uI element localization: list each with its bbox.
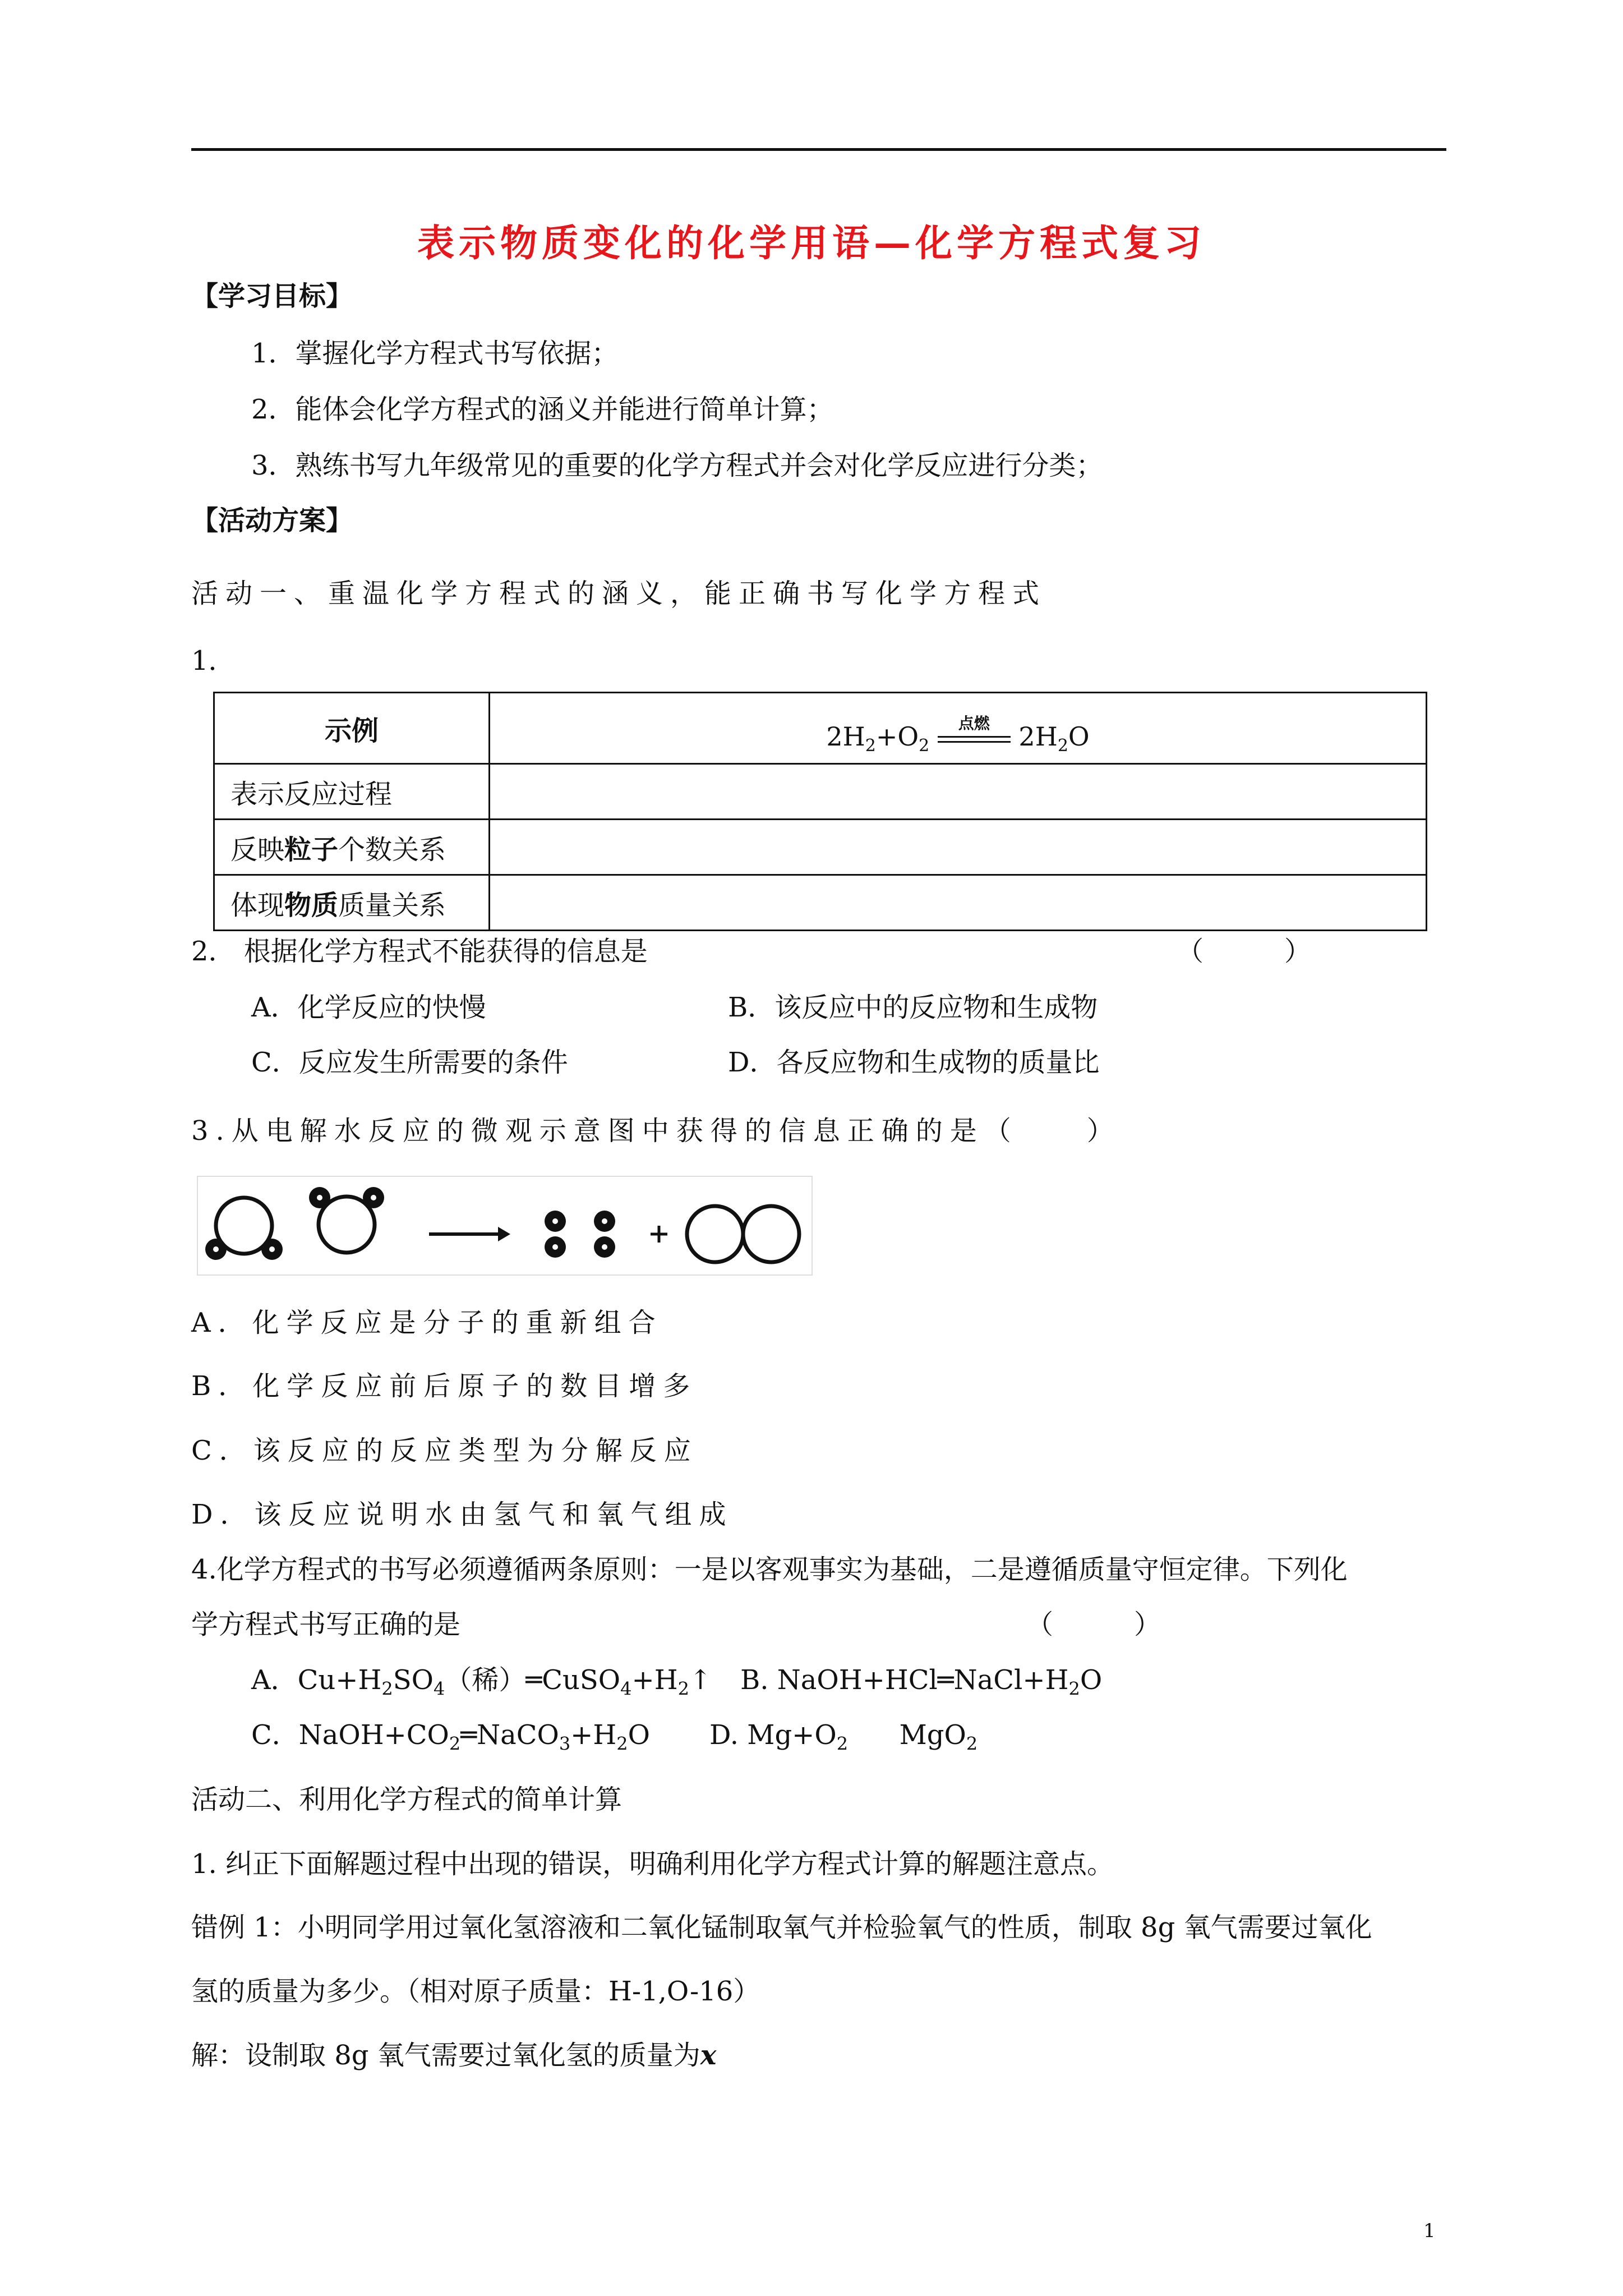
table-answer-mass[interactable] xyxy=(490,875,1427,931)
table-header-label: 示例 xyxy=(214,693,490,764)
q3-option-a: A．化学反应是分子的重新组合 xyxy=(191,1307,663,1338)
table-row-process: 表示反应过程 xyxy=(214,764,490,820)
condition-label: 点燃 xyxy=(958,714,990,733)
solution-line: 解：设制取 8g 氧气需要过氧化氢的质量为x xyxy=(191,2040,717,2071)
q3-option-b: B．化学反应前后原子的数目增多 xyxy=(191,1370,698,1402)
equals-with-condition xyxy=(938,714,1011,747)
table-equation-cell xyxy=(490,693,1427,764)
equation: $2H_2+O_2$ 点燃 $2H_2O$ xyxy=(826,721,1089,752)
activity2-title: 活动二、利用化学方程式的简单计算 xyxy=(191,1784,623,1815)
q1-number: 1． xyxy=(191,645,236,677)
plan-heading: 【活动方案】 xyxy=(191,505,353,536)
error-example-line1: 错例 1：小明同学用过氧化氢溶液和二氧化锰制取氧气并检验氧气的性质，制取 8g 氧气需要过氧化 xyxy=(191,1912,1372,1943)
activity1-title: 活动一、重温化学方程式的涵义，能正确书写化学方程式 xyxy=(191,578,1047,609)
goal-1: 1．掌握化学方程式书写依据； xyxy=(251,338,619,369)
q2-bracket: （ ） xyxy=(1177,936,1312,967)
top-rule xyxy=(191,148,1446,151)
activity2-item1: 1. 纠正下面解题过程中出现的错误，明确利用化学方程式计算的解题注意点。 xyxy=(191,1848,1114,1880)
electrolysis-diagram xyxy=(196,1175,813,1276)
q4-stem-line2: 学方程式书写正确的是 xyxy=(191,1609,461,1640)
table-answer-particles[interactable] xyxy=(490,820,1427,875)
q4-bracket: （ ） xyxy=(1026,1609,1161,1640)
q2-option-a: A．化学反应的快慢 xyxy=(251,992,486,1023)
q2-option-c: C．反应发生所需要的条件 xyxy=(251,1047,568,1078)
q3-option-c: C．该反应的反应类型为分解反应 xyxy=(191,1435,698,1466)
error-example-line2: 氢的质量为多少。（相对原子质量：H-1,O-16） xyxy=(191,1976,760,2007)
table-row-particles: 反映粒子个数关系 xyxy=(214,820,490,875)
q4-stem-line1: 4.化学方程式的书写必须遵循两条原则：一是以客观事实为基础，二是遵循质量守恒定律。下列化 xyxy=(191,1554,1348,1585)
q2-option-d: D．各反应物和生成物的质量比 xyxy=(728,1047,1100,1078)
example-table xyxy=(213,692,1427,931)
q2-option-b: B．该反应中的反应物和生成物 xyxy=(728,992,1098,1023)
q3-stem: 3.从电解水反应的微观示意图中获得的信息正确的是（ ） xyxy=(191,1115,1121,1147)
page-number: 1 xyxy=(1423,2220,1436,2242)
q3-option-d: D．该反应说明水由氢气和氧气组成 xyxy=(191,1499,734,1530)
goal-2: 2．能体会化学方程式的涵义并能进行简单计算； xyxy=(251,394,834,425)
q4-option-b: B. $NaOH+HCl═NaCl+H_2O$ xyxy=(740,1664,1103,1700)
table-answer-process[interactable] xyxy=(490,764,1427,820)
q4-option-a: A．$Cu+H_2SO_4$（稀）$═CuSO_4+H_2↑$ xyxy=(251,1664,712,1700)
goals-heading: 【学习目标】 xyxy=(191,280,353,312)
q4-option-c: C．$NaOH+CO_2═NaCO_3+H_2O$ xyxy=(251,1719,650,1755)
q4-option-d: D. $Mg+O_2$ MgO$_2$ xyxy=(709,1719,978,1755)
table-row-mass: 体现物质质量关系 xyxy=(214,875,490,931)
q2-stem: 2． 根据化学方程式不能获得的信息是 xyxy=(191,936,648,967)
page-title: 表示物质变化的化学用语—化学方程式复习 xyxy=(417,221,1206,265)
goal-3: 3．熟练书写九年级常见的重要的化学方程式并会对化学反应进行分类； xyxy=(251,450,1103,481)
